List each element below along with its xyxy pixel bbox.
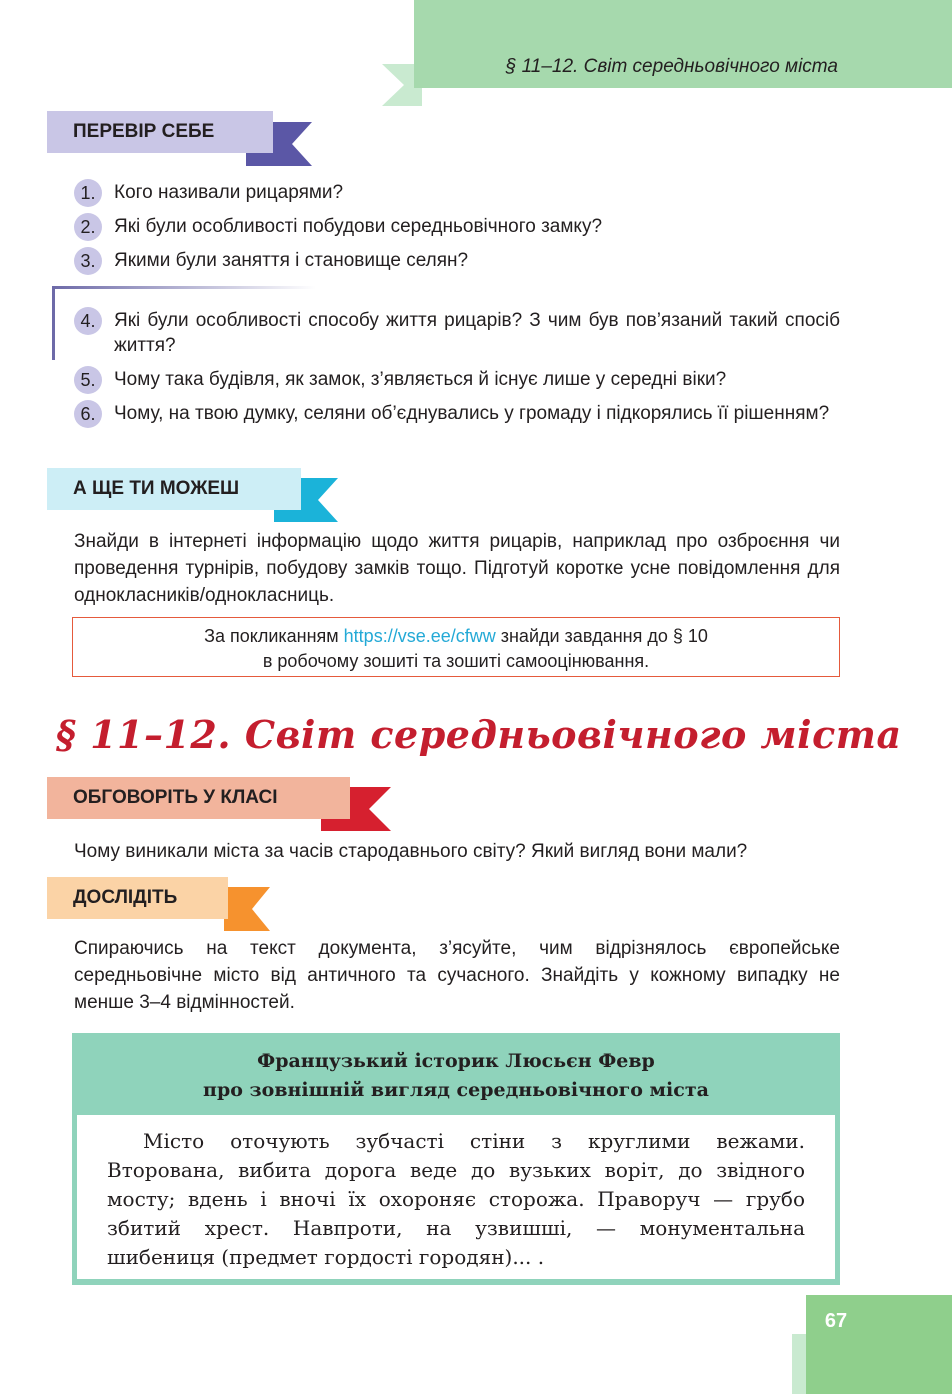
question-text: Які були особливості побудови середньовічного замку?: [114, 216, 603, 237]
vse-link[interactable]: https://vse.ee/cfww: [343, 626, 496, 646]
list-item: [74, 401, 840, 426]
question-number: 5.: [74, 366, 102, 394]
question-text: Чому така будівля, як замок, з’являється й існує лише у середні віки?: [114, 369, 727, 390]
check-yourself-label: ПЕРЕВІР СЕБЕ: [47, 111, 273, 153]
link-box-line2: в робочому зошиті та зошиті самооцінювання.: [262, 651, 650, 671]
link-box-line1: [73, 624, 839, 649]
section-title: § 11–12. Світ середньовічного міста: [56, 712, 902, 757]
document-title-line1: Французький історик Люсьєн Февр: [257, 1050, 655, 1072]
list-item: [74, 248, 840, 273]
questions-advanced-list: [74, 308, 840, 435]
link-box: [72, 617, 840, 677]
question-number: 2.: [74, 213, 102, 241]
page-number: 67: [824, 1310, 848, 1332]
research-label-tail: [224, 887, 270, 931]
question-text: Якими були заняття і становище селян?: [114, 250, 469, 271]
list-item: [74, 214, 840, 239]
link-box-before: За покликанням: [204, 626, 344, 646]
question-number: 1.: [74, 179, 102, 207]
discuss-text: Чому виникали міста за часів стародавнього світу? Який вигляд вони мали?: [74, 841, 748, 862]
you-can-also-text: Знайди в інтернеті інформацію щодо життя рицарів, наприклад про озброєння чи проведення турнірів, побудову замків тощо. Підготуй коротке усне повідомлення для однокласників/однокласниць.: [74, 531, 840, 606]
running-title: § 11–12. Світ середньовічного міста: [505, 56, 838, 77]
advanced-marker-line: [52, 286, 316, 289]
document-text: Місто оточують зубчасті стіни з круглими вежами. Вторована, вибита дорога веде до вузьких воріт, до звідного мосту; вдень і вночі їх охороняє сторожа. Праворуч — грубо збитий хрест. Навпроти, на узвишші, — монументальна шибениця (предмет гордості городян)... .: [107, 1129, 805, 1269]
list-item: [74, 367, 840, 392]
discuss-label: ОБГОВОРІТЬ У КЛАСІ: [47, 777, 350, 819]
document-text-box: [77, 1115, 835, 1279]
document-box: [72, 1033, 840, 1285]
research-label: ДОСЛІДІТЬ: [47, 877, 228, 919]
question-text: Які були особливості способу життя рицарів? З чим був пов’язаний такий спосіб життя?: [114, 310, 840, 356]
you-can-also-label: А ЩЕ ТИ МОЖЕШ: [47, 468, 301, 510]
research-text: Спираючись на текст документа, з’ясуйте, чим відрізнялось європейське середньовічне місто від античного та сучасного. Знайдіть у кожному випадку не менше 3–4 відмінностей.: [74, 938, 840, 1013]
question-number: 6.: [74, 400, 102, 428]
advanced-marker-bar: [52, 286, 55, 360]
list-item: [74, 308, 840, 358]
document-title-line2: про зовнішній вигляд середньовічного міста: [203, 1079, 709, 1101]
list-item: [74, 180, 840, 205]
questions-basic-list: [74, 180, 840, 282]
document-title: [72, 1047, 840, 1105]
question-text: Кого називали рицарями?: [114, 182, 344, 203]
question-number: 4.: [74, 307, 102, 335]
question-number: 3.: [74, 247, 102, 275]
link-box-after: знайди завдання до § 10: [495, 626, 708, 646]
question-text: Чому, на твою думку, селяни об’єднувались у громаду і підкорялись її рішенням?: [114, 403, 830, 424]
